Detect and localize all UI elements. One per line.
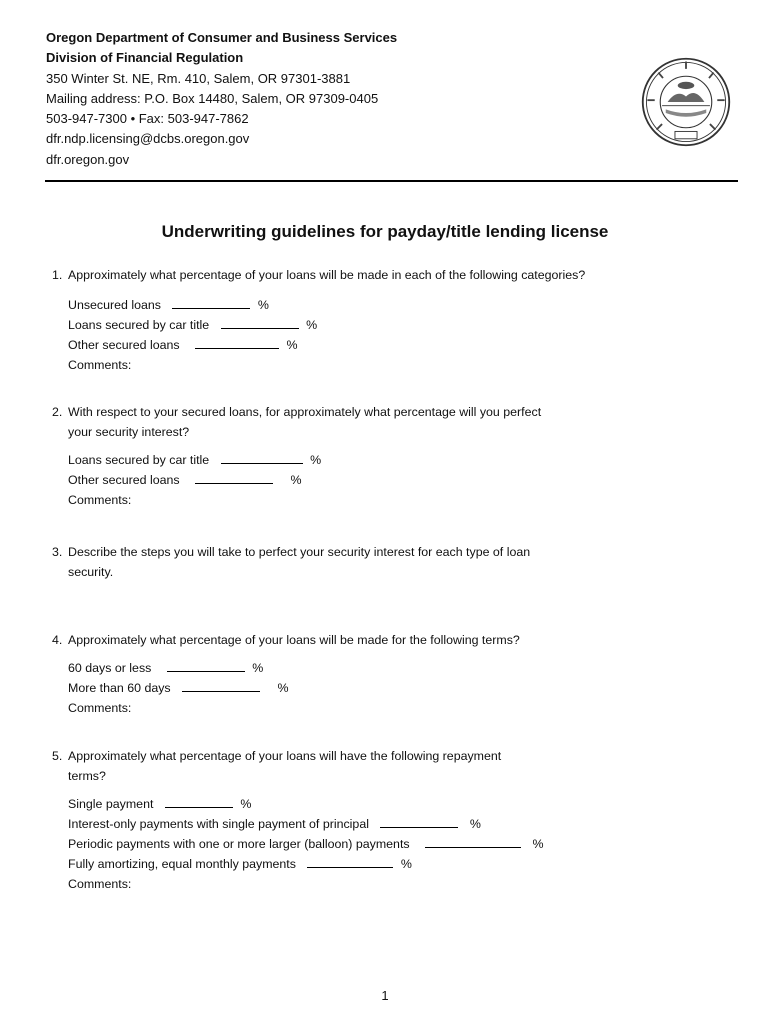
- percent-blank[interactable]: [167, 659, 245, 672]
- percent-sign: %: [469, 817, 481, 831]
- question-text: Describe the steps you will take to perfect your security interest for each type of loan: [68, 545, 531, 559]
- field-row: [68, 834, 544, 854]
- percent-blank[interactable]: [172, 296, 250, 309]
- letterhead: [46, 28, 397, 170]
- email-address: dfr.ndp.licensing@dcbs.oregon.gov: [46, 131, 250, 147]
- comments-label: Comments:: [68, 877, 132, 891]
- percent-sign: %: [286, 338, 298, 352]
- field-label: Other secured loans: [68, 338, 180, 352]
- field-row: [68, 470, 321, 490]
- field-label: Interest-only payments with single payment of principal: [68, 817, 369, 831]
- field-label: Periodic payments with one or more larger (balloon) payments: [68, 837, 410, 851]
- header-divider: [45, 180, 738, 182]
- comments-label: Comments:: [68, 358, 132, 372]
- org-name: Oregon Department of Consumer and Business Services: [46, 30, 398, 45]
- percent-sign: %: [252, 661, 264, 675]
- field-row: [68, 315, 317, 335]
- question-2-fields: [68, 450, 321, 510]
- field-label: Single payment: [68, 797, 154, 811]
- percent-sign: %: [290, 473, 302, 487]
- question-text: security.: [68, 565, 114, 579]
- percent-sign: %: [240, 797, 252, 811]
- percent-sign: %: [400, 857, 412, 871]
- field-row: [68, 794, 544, 814]
- field-label: Fully amortizing, equal monthly payments: [68, 857, 296, 871]
- field-row: [68, 814, 544, 834]
- field-label: Other secured loans: [68, 473, 180, 487]
- page-title: Underwriting guidelines for payday/title lending license: [161, 222, 609, 241]
- percent-blank[interactable]: [307, 855, 393, 868]
- question-5: [52, 746, 501, 786]
- question-text: your security interest?: [68, 425, 190, 439]
- question-number: 2.: [52, 405, 63, 419]
- field-row: [68, 678, 289, 698]
- mailing-address: Mailing address: P.O. Box 14480, Salem, OR 97309-0405: [46, 90, 379, 106]
- percent-blank[interactable]: [221, 316, 299, 329]
- percent-blank[interactable]: [425, 835, 521, 848]
- question-number: 4.: [52, 633, 63, 647]
- percent-blank[interactable]: [182, 679, 260, 692]
- percent-sign: %: [306, 318, 318, 332]
- field-row: [68, 854, 544, 874]
- comments-label: Comments:: [68, 701, 132, 715]
- question-1: [52, 265, 585, 285]
- question-4: [52, 630, 520, 650]
- oregon-state-seal-icon: [640, 56, 732, 148]
- percent-blank[interactable]: [380, 815, 458, 828]
- percent-blank[interactable]: [195, 471, 273, 484]
- field-row: [68, 335, 317, 355]
- question-text: Approximately what percentage of your loans will be made in each of the following categories?: [68, 268, 586, 282]
- question-4-fields: [68, 658, 289, 718]
- question-5-fields: [68, 794, 544, 894]
- field-label: More than 60 days: [68, 681, 171, 695]
- percent-sign: %: [257, 298, 269, 312]
- field-row: [68, 658, 289, 678]
- field-label: Loans secured by car title: [68, 318, 210, 332]
- percent-sign: %: [532, 837, 544, 851]
- page-number: 1: [381, 988, 389, 1003]
- question-1-fields: [68, 295, 317, 375]
- comments-label: Comments:: [68, 493, 132, 507]
- field-row: [68, 450, 321, 470]
- percent-sign: %: [310, 453, 322, 467]
- field-row: [68, 295, 317, 315]
- street-address: 350 Winter St. NE, Rm. 410, Salem, OR 97301-3881: [46, 70, 351, 86]
- question-3: [52, 542, 530, 582]
- question-2: [52, 402, 541, 442]
- question-text: terms?: [68, 769, 106, 783]
- question-number: 1.: [52, 268, 63, 282]
- website: dfr.oregon.gov: [46, 151, 130, 167]
- field-label: Loans secured by car title: [68, 453, 210, 467]
- percent-blank[interactable]: [195, 336, 279, 349]
- question-number: 5.: [52, 749, 63, 763]
- field-label: 60 days or less: [68, 661, 152, 675]
- question-number: 3.: [52, 545, 63, 559]
- division-name: Division of Financial Regulation: [46, 50, 244, 66]
- question-text: With respect to your secured loans, for approximately what percentage will you perfect: [68, 405, 542, 419]
- question-text: Approximately what percentage of your loans will be made for the following terms?: [68, 633, 520, 647]
- field-label: Unsecured loans: [68, 298, 161, 312]
- percent-sign: %: [277, 681, 289, 695]
- phone-fax: 503-947-7300 • Fax: 503-947-7862: [46, 111, 249, 127]
- question-text: Approximately what percentage of your loans will have the following repayment: [68, 749, 502, 763]
- percent-blank[interactable]: [165, 795, 233, 808]
- percent-blank[interactable]: [221, 451, 303, 464]
